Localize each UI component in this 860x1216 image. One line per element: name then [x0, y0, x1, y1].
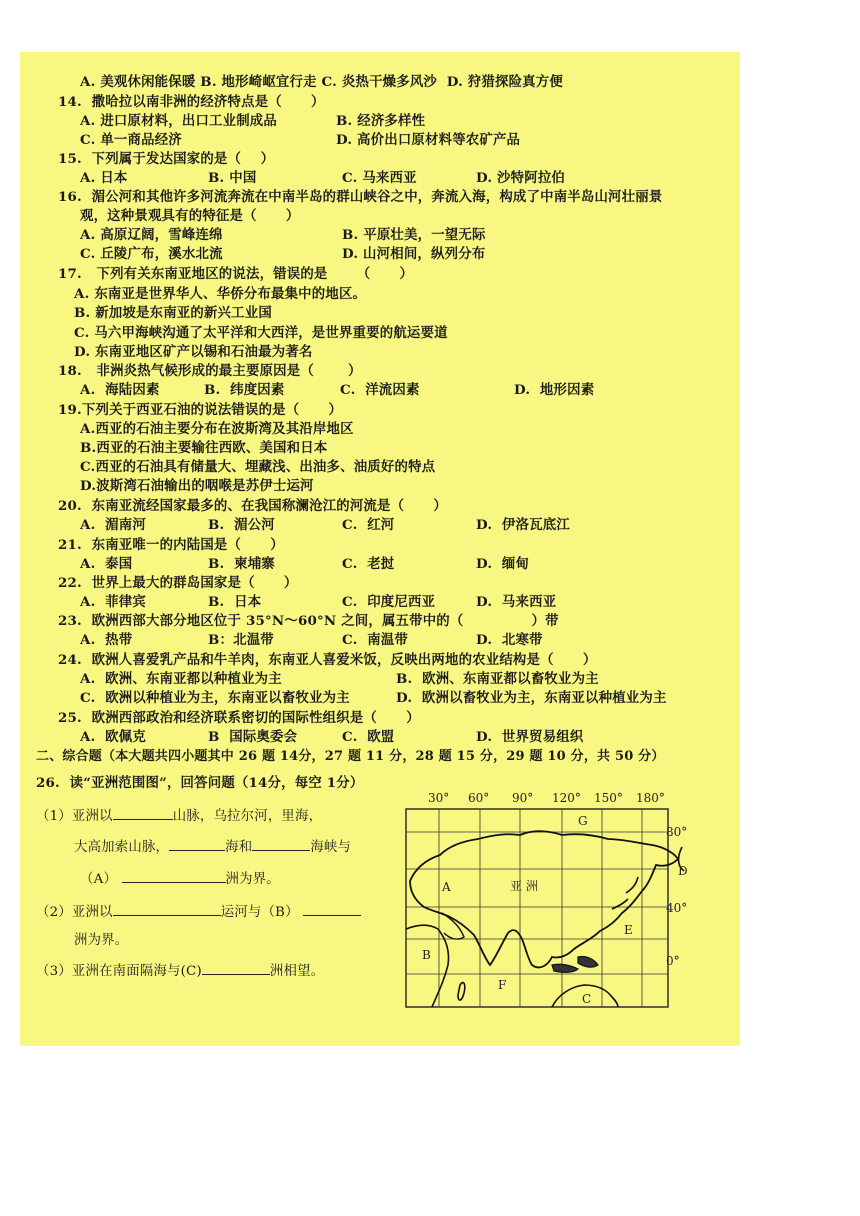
- q18-stem: 18. 非洲炎热气候形成的最主要原因是（ ）: [58, 363, 362, 379]
- q26-part1-text-a: （1）亚洲以: [36, 809, 113, 824]
- japan-islands: [612, 877, 638, 909]
- q26-part2-text-b: 运河与（B）: [220, 905, 299, 920]
- map-lon-label-180: 180°: [636, 791, 665, 805]
- q16-option-d[interactable]: D. 山河相间，纵列分布: [342, 246, 486, 262]
- q19-stem: 19.下列关于西亚石油的说法错误的是（ ）: [58, 402, 343, 418]
- q26-blank-1[interactable]: [113, 807, 173, 820]
- q24-option-c[interactable]: C. 欧洲以种植业为主，东南亚以畜牧业为主: [80, 690, 350, 706]
- q16-option-b[interactable]: B. 平原壮美，一望无际: [342, 227, 486, 243]
- q15-option-d[interactable]: D. 沙特阿拉伯: [476, 170, 566, 186]
- q19-option-b[interactable]: B.西亚的石油主要输往西欧、美国和日本: [80, 440, 328, 456]
- q26-blank-5[interactable]: [113, 903, 221, 916]
- q25-option-b[interactable]: B 国际奥委会: [208, 729, 298, 745]
- q18-option-d[interactable]: D. 地形因素: [514, 382, 595, 398]
- q21-option-c[interactable]: C. 老挝: [342, 556, 395, 572]
- q26-part2-line2: 洲为界。: [74, 933, 129, 948]
- q24-option-a[interactable]: A. 欧洲、东南亚都以种植业为主: [80, 671, 282, 687]
- map-lat-label-40: 40°: [666, 901, 687, 915]
- q18-option-a[interactable]: A. 海陆因素: [80, 382, 160, 398]
- q15-option-b[interactable]: B. 中国: [208, 170, 257, 186]
- q14-option-a[interactable]: A. 进口原材料，出口工业制成品: [80, 113, 277, 129]
- q26-part1-text-g: 洲为界。: [225, 872, 280, 887]
- q18-option-b[interactable]: B. 纬度因素: [204, 382, 285, 398]
- q26-part2-text-a: （2）亚洲以: [36, 905, 113, 920]
- q20-option-d[interactable]: D. 伊洛瓦底江: [476, 517, 570, 533]
- q17-option-b[interactable]: B. 新加坡是东南亚的新兴工业国: [74, 305, 272, 321]
- q15-stem: 15. 下列属于发达国家的是（ ）: [58, 151, 275, 167]
- q26-blank-6[interactable]: [303, 903, 361, 916]
- q26-part1-line2: [74, 838, 351, 857]
- map-lon-label-120: 120°: [552, 791, 581, 805]
- map-region-d: D: [678, 864, 687, 878]
- q20-stem: 20. 东南亚流经国家最多的、在我国称澜沧江的河流是（ ）: [58, 498, 447, 514]
- q25-option-a[interactable]: A. 欧佩克: [80, 729, 146, 745]
- q26-part1-line1: [36, 807, 322, 826]
- q16-stem-line2: 观，这种景观具有的特征是（ ）: [80, 208, 300, 224]
- q26-blank-4[interactable]: [122, 870, 226, 883]
- q24-option-b[interactable]: B. 欧洲、东南亚都以畜牧业为主: [396, 671, 599, 687]
- q26-part1-text-c: 大高加索山脉，: [74, 840, 170, 855]
- q22-stem: 22. 世界上最大的群岛国家是（ ）: [58, 575, 298, 591]
- map-lat-label-0: 0°: [666, 954, 680, 968]
- q22-option-a[interactable]: A. 菲律宾: [80, 594, 146, 610]
- q17-stem: 17. 下列有关东南亚地区的说法，错误的是 （ ）: [58, 266, 414, 282]
- map-lon-label-90: 90°: [512, 791, 534, 805]
- q26-part1-text-b: 山脉，乌拉尔河，里海，: [172, 809, 323, 824]
- q23-stem: 23. 欧洲西部大部分地区位于 35°N～60°N 之间，属五带中的（ ）带: [58, 613, 559, 629]
- q20-option-b[interactable]: B. 湄公河: [208, 517, 275, 533]
- q13-options: A. 美观休闲能保暖 B. 地形崎岖宜行走 C. 炎热干燥多风沙 D. 狩猎探险真方便: [80, 74, 563, 90]
- q26-part3-line: [36, 962, 324, 981]
- q17-option-d[interactable]: D. 东南亚地区矿产以锡和石油最为著名: [74, 344, 313, 360]
- q16-option-a[interactable]: A. 高原辽阔，雪峰连绵: [80, 227, 223, 243]
- q23-option-c[interactable]: C. 南温带: [342, 632, 408, 648]
- q19-option-c[interactable]: C.西亚的石油具有储量大、埋藏浅、出油多、油质好的特点: [80, 459, 436, 475]
- map-region-asia: 亚 洲: [510, 879, 538, 893]
- q14-option-c[interactable]: C. 单一商品经济: [80, 132, 182, 148]
- map-lon-label-150: 150°: [594, 791, 623, 805]
- asia-coastline: [410, 831, 678, 967]
- q15-option-c[interactable]: C. 马来西亚: [342, 170, 417, 186]
- q23-option-d[interactable]: D. 北寒带: [476, 632, 543, 648]
- madagascar-island: [458, 983, 465, 1001]
- q22-option-d[interactable]: D. 马来西亚: [476, 594, 557, 610]
- map-region-e: E: [624, 923, 633, 937]
- africa-coastline: [406, 925, 449, 1007]
- q25-option-d[interactable]: D. 世界贸易组织: [476, 729, 584, 745]
- q14-option-d[interactable]: D. 高价出口原材料等农矿产品: [336, 132, 521, 148]
- q19-option-a[interactable]: A.西亚的石油主要分布在波斯湾及其沿岸地区: [80, 421, 354, 437]
- q24-stem: 24. 欧洲人喜爱乳产品和牛羊肉，东南亚人喜爱米饭，反映出两地的农业结构是（ ）: [58, 652, 597, 668]
- q14-stem: 14. 撒哈拉以南非洲的经济特点是（ ）: [58, 94, 325, 110]
- map-region-f: F: [498, 978, 507, 992]
- section-2-heading: 二、综合题（本大题共四小题其中 26 题 14分，27 题 11 分，28 题 15 分，29 题 10 分，共 50 分）: [36, 749, 665, 764]
- q25-stem: 25. 欧洲西部政治和经济联系密切的国际性组织是（ ）: [58, 710, 420, 726]
- q26-part3-text-b: 洲相望。: [269, 964, 325, 979]
- q16-stem-line1: 16. 湄公河和其他许多河流奔流在中南半岛的群山峡谷之中，奔流入海，构成了中南半岛山河壮丽景: [58, 189, 663, 205]
- q26-blank-7[interactable]: [202, 962, 270, 975]
- q15-option-a[interactable]: A. 日本: [80, 170, 128, 186]
- q20-option-a[interactable]: A. 湄南河: [80, 517, 146, 533]
- q26-blank-2[interactable]: [169, 838, 225, 851]
- q17-option-c[interactable]: C. 马六甲海峡沟通了太平洋和大西洋，是世界重要的航运要道: [74, 325, 448, 341]
- q19-option-d[interactable]: D.波斯湾石油输出的咽喉是苏伊士运河: [80, 478, 314, 494]
- map-region-b: B: [422, 948, 431, 962]
- q24-option-d[interactable]: D. 欧洲以畜牧业为主，东南亚以种植业为主: [396, 690, 667, 706]
- q23-option-b[interactable]: B：北温带: [208, 632, 274, 648]
- q26-part3-text-a: （3）亚洲在南面隔海与(C): [36, 964, 202, 979]
- q21-stem: 21. 东南亚唯一的内陆国是（ ）: [58, 537, 284, 553]
- asia-map: [402, 789, 687, 1011]
- asia-map-figure: [402, 789, 687, 1011]
- q26-part1-line3: [80, 870, 280, 889]
- map-region-c: C: [582, 992, 592, 1006]
- q26-stem: 26. 读“亚洲范围图”，回答问题（14分，每空 1分）: [36, 775, 364, 791]
- map-lon-label-60: 60°: [468, 791, 490, 805]
- q26-blank-3[interactable]: [252, 838, 310, 851]
- map-region-a: A: [442, 880, 451, 894]
- q26-part1-text-f: （A）: [80, 872, 118, 887]
- q14-option-b[interactable]: B. 经济多样性: [336, 113, 426, 129]
- q17-option-a[interactable]: A. 东南亚是世界华人、华侨分布最集中的地区。: [74, 286, 367, 302]
- q26-part1-text-d: 海和: [225, 840, 253, 855]
- q22-option-c[interactable]: C. 印度尼西亚: [342, 594, 436, 610]
- q20-option-c[interactable]: C. 红河: [342, 517, 395, 533]
- q21-option-a[interactable]: A. 泰国: [80, 556, 133, 572]
- q26-part2-line1: [36, 903, 361, 922]
- map-region-g: G: [578, 814, 588, 828]
- map-lon-label-30: 30°: [428, 791, 450, 805]
- q26-part1-text-e: 海峡与: [310, 840, 352, 855]
- q25-option-c[interactable]: C. 欧盟: [342, 729, 395, 745]
- q16-option-c[interactable]: C. 丘陵广布，溪水北流: [80, 246, 223, 262]
- arabia-coastline: [442, 913, 464, 939]
- southeast-asia-islands: [552, 956, 598, 972]
- q23-option-a[interactable]: A. 热带: [80, 632, 133, 648]
- q21-option-d[interactable]: D. 缅甸: [476, 556, 530, 572]
- q22-option-b[interactable]: B. 日本: [208, 594, 262, 610]
- map-lat-label-80: 80°: [666, 825, 687, 839]
- q18-option-c[interactable]: C. 洋流因素: [340, 382, 420, 398]
- q21-option-b[interactable]: B. 柬埔寨: [208, 556, 275, 572]
